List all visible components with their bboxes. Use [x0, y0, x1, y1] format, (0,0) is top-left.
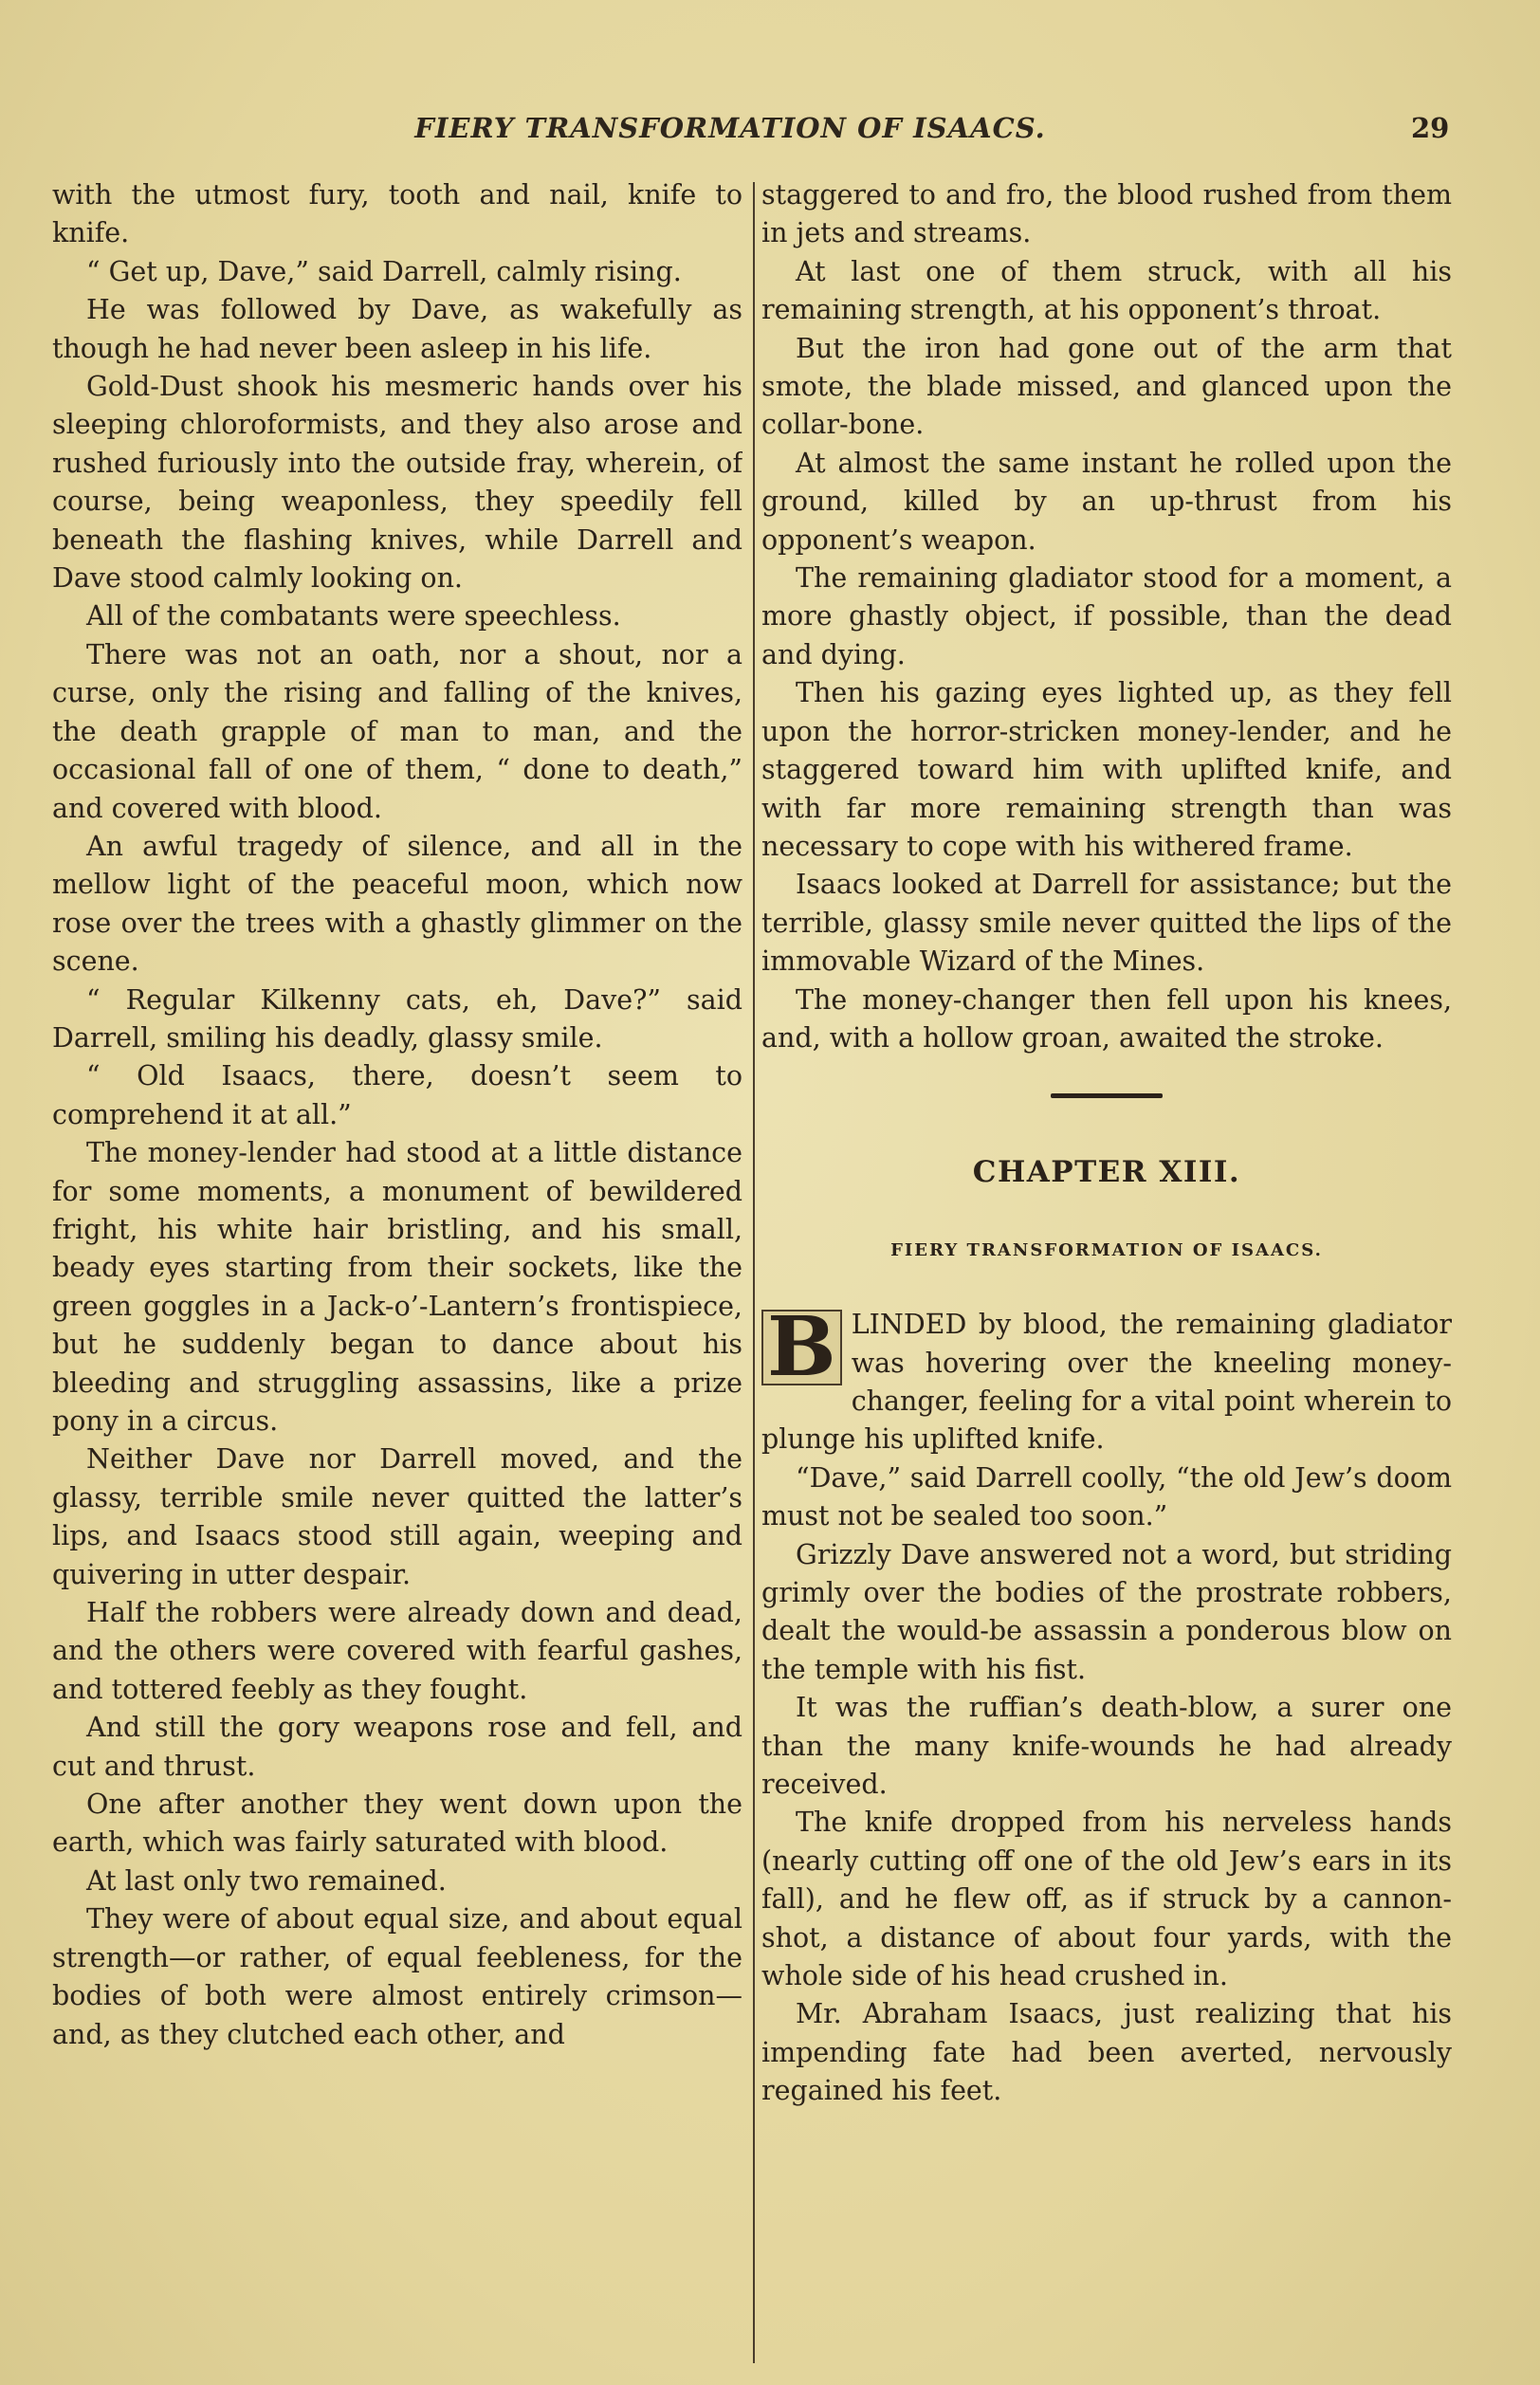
paragraph: At almost the same instant he rolled upon the ground, killed by an up-thrust from his opponent’s weapon. [761, 447, 1452, 556]
paragraph: And still the gory weapons rose and fell, and cut and thrust. [52, 1712, 742, 1782]
paragraph: One after another they went down upon the earth, which was fairly saturated with blood. [52, 1789, 742, 1859]
left-column [52, 176, 742, 2348]
paragraph: staggered to and fro, the blood rushed from them in jets and streams. [761, 179, 1452, 249]
running-title: FIERY TRANSFORMATION OF ISAACS. [414, 112, 1046, 144]
paragraph-text: LINDED by blood, the remaining gladiator was hovering over the kneeling money-changer, feeling for a vital point wherein to plunge his uplifted knife. [761, 1309, 1452, 1456]
paragraph: Grizzly Dave answered not a word, but striding grimly over the bodies of the prostrate robbers, dealt the would-be assassin a ponderous blow on the temple with his fist. [761, 1538, 1452, 1685]
chapter-opening-paragraph [761, 1299, 1452, 1459]
chapter-subtitle: FIERY TRANSFORMATION OF ISAACS. [890, 1239, 1323, 1260]
paragraph: Isaacs looked at Darrell for assistance; but the terrible, glassy smile never quitted the lips of the immovable Wizard of the Mines. [761, 869, 1452, 978]
paragraph: An awful tragedy of silence, and all in the mellow light of the peaceful moon, which now rose over the trees with a ghastly glimmer on the scene. [52, 830, 742, 978]
paragraph: The remaining gladiator stood for a moment, a more ghastly object, if possible, than the dead and dying. [761, 562, 1452, 670]
paragraph: He was followed by Dave, as wakefully as though he had never been asleep in his life. [52, 294, 742, 364]
paragraph: “ Get up, Dave,” said Darrell, calmly rising. [86, 255, 682, 287]
paragraph: “ Regular Kilkenny cats, eh, Dave?” said Darrell, smiling his deadly, glassy smile. [52, 983, 742, 1054]
paragraph: Half the robbers were already down and dead, and the others were covered with fearful gashes, and tottered feebly as they fought. [52, 1597, 742, 1705]
paragraph: It was the ruffian’s death-blow, a surer one than the many knife-wounds he had already received. [761, 1692, 1452, 1801]
section-rule [1051, 1093, 1163, 1098]
paragraph: The money-changer then fell upon his knees, and, with a hollow groan, awaited the stroke. [761, 983, 1452, 1054]
paragraph: There was not an oath, nor a shout, nor a curse, only the rising and falling of the knives, the death grapple of man to man, and the occasional fall of one of them, “ done to death,” and covered with blood. [52, 638, 742, 824]
paragraph: “ Old Isaacs, there, doesn’t seem to comprehend it at all.” [52, 1060, 742, 1130]
paragraph: Then his gazing eyes lighted up, as they fell upon the horror-stricken money-lender, and he staggered toward him with uplifted knife, and with far more remaining strength than was necessary to cope with his withered frame. [761, 677, 1452, 862]
paragraph: Gold-Dust shook his mesmeric hands over his sleeping chloroformists, and they also arose and rushed furiously into the outside fray, wherein, of course, being weaponless, they speedily fell beneath the flashing knives, while Darrell and Dave stood calmly looking on. [52, 371, 742, 595]
paragraph: The money-lender had stood at a little distance for some moments, a monument of bewildered fright, his white hair bristling, and his small, beady eyes starting from their sockets, like the green goggles in a Jack-o’-Lantern’s frontispiece, but he suddenly began to dance about his bleeding and struggling assassins, like a prize pony in a circus. [52, 1137, 742, 1437]
paragraph: The knife dropped from his nerveless hands (nearly cutting off one of the old Jew’s ears in its fall), and he flew off, as if struck by a cannon-shot, a distance of about four yards, with the whole side of his head crushed in. [761, 1807, 1452, 1992]
paragraph: At last one of them struck, with all his remaining strength, at his opponent’s throat. [761, 255, 1452, 326]
paragraph: with the utmost fury, tooth and nail, knife to knife. [52, 179, 742, 249]
right-column [761, 176, 1452, 2348]
paragraph: But the iron had gone out of the arm that smote, the blade missed, and glanced upon the collar-bone. [761, 332, 1452, 441]
page-header [0, 112, 1540, 150]
column-divider [753, 182, 755, 2363]
page-number: 29 [1411, 112, 1450, 144]
paragraph: “Dave,” said Darrell coolly, “the old Jew’s doom must not be sealed too soon.” [761, 1461, 1452, 1532]
paragraph: They were of about equal size, and about equal strength—or rather, of equal feebleness, for the bodies of both were almost entirely crimson—and, as they clutched each other, and [52, 1903, 742, 2050]
paragraph: Mr. Abraham Isaacs, just realizing that his impending fate had been averted, nervously regained his feet. [761, 1998, 1452, 2107]
paragraph: Neither Dave nor Darrell moved, and the glassy, terrible smile never quitted the latter’s lips, and Isaacs stood still again, weeping and quivering in utter despair. [52, 1443, 742, 1590]
chapter-heading: CHAPTER XIII. [972, 1155, 1241, 1190]
paragraph: At last only two remained. [86, 1864, 447, 1897]
drop-cap: B [761, 1310, 842, 1385]
paragraph: All of the combatants were speechless. [86, 600, 621, 633]
